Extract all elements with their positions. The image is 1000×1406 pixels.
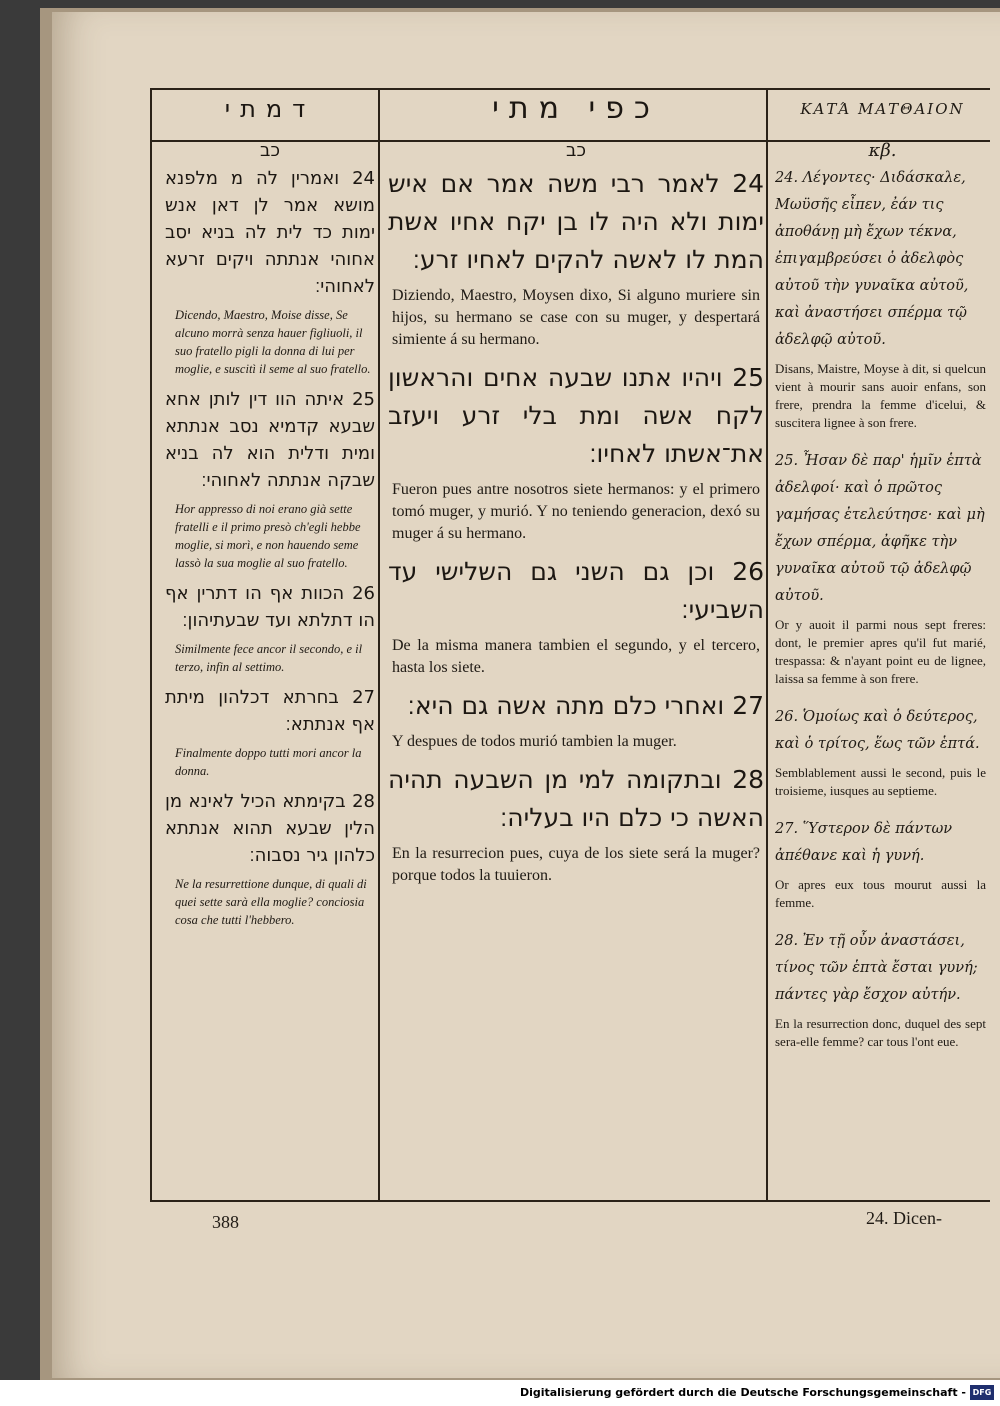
verse-block: [775, 448, 990, 688]
italian-translation: Similmente fece ancor il secondo, e il terzo, infin al settimo.: [175, 642, 363, 674]
greek-verse: 24. Λέγοντες· Διδάσκαλε, Μωϋσῆς εἶπεν, ἐάν τις ἀποθάνῃ μὴ ἔχων τέκνα, ἐπιγαμβρεύσει ὁ ἀδελφὸς αὐτοῦ τὴν γυναῖκα αὐτοῦ, καὶ ἀναστήσει σπέρμα τῷ ἀδελφῷ αὐτοῦ.: [775, 170, 969, 348]
column-aramaic-italian: [165, 86, 375, 1206]
french-translation: En la resurrection donc, duquel des sept sera-elle femme? car tous l'ont eue.: [775, 1016, 986, 1049]
verse-block: [775, 165, 990, 432]
verse-block: [388, 761, 764, 887]
verse-block: [165, 788, 375, 929]
italian-translation: Ne la resurrettione dunque, di quali di quei sette sarà ella moglie? conciosia cosa che tutti l'hebbero.: [175, 877, 367, 927]
french-translation: Disans, Maistre, Moyse à dit, si quelcun vient à mourir sans auoir enfans, son frere, prendra la femme d'icelui, & suscitera lignee à son frere.: [775, 361, 986, 430]
chapter-number: כב: [260, 140, 280, 161]
aramaic-verse: 25 איתה הוו דין לותן אחא שבעא קדמיא נסב אנתתא ומית ודלית הוא לה בניא שבקה אנתתה לאחוהי׃: [165, 389, 375, 491]
aramaic-verse: 27 בחרתא דכלהון מיתת אף אנתתא׃: [165, 687, 375, 735]
aramaic-verse: 24 ואמרין לה מ מלפנא מושא אמר לן דאן אנש ימות כד לית לה בניא יסב אחוהי אנתתה ויקים זרעא לאחוהי׃: [165, 168, 375, 297]
chapter-number: כב: [566, 140, 586, 161]
column-greek-french: [775, 86, 990, 1206]
spanish-translation: En la resurrecion pues, cuya de los siete será la muger? porque todos la tuuieron.: [392, 845, 760, 884]
spanish-translation: De la misma manera tambien el segundo, y el tercero, hasta los siete.: [392, 637, 760, 676]
hebrew-verse: 26 וכן גם השני גם השלישי עד השביעי׃: [388, 557, 764, 624]
digitization-credit: Digitalisierung gefördert durch die Deutsche Forschungsgemeinschaft -: [519, 1386, 966, 1399]
column-header-greek: ΚΑΤΆ ΜΑΤΘΑΙΟΝ: [800, 100, 965, 118]
italian-translation: Finalmente doppo tutti mori ancor la donna.: [175, 746, 362, 778]
hebrew-verse: 28 ובתקומה למי מן השבעה תהיה האשה כי כלם היו בעליה׃: [388, 765, 764, 832]
french-translation: Or y auoit il parmi nous sept freres: dont, le premier apres qu'il fut marié, trespassa: & n'ayant point eu de lignee, laissa sa femme à son frere.: [775, 617, 986, 686]
verse-block: [165, 684, 375, 780]
verse-block: [165, 580, 375, 676]
column-rule-1: [378, 88, 380, 1202]
dfg-logo: DFG: [970, 1385, 994, 1400]
french-translation: Or apres eux tous mourut aussi la femme.: [775, 877, 986, 910]
verse-block: [388, 687, 764, 753]
verse-block: [388, 165, 764, 351]
column-hebrew-spanish: [388, 86, 764, 1206]
italian-translation: Hor appresso di noi erano già sette fratelli e il primo presò ch'egli hebbe moglie, si morì, e non hauendo seme lassò la sua moglie al suo fratello.: [175, 502, 361, 570]
greek-verse: 27. Ὕστερον δὲ πάντων ἀπέθανε καὶ ἡ γυνή.: [775, 821, 953, 864]
greek-verse: 25. Ἦσαν δὲ παρ' ἡμῖν ἑπτὰ ἀδελφοί· καὶ ὁ πρῶτος γαμήσας ἐτελεύτησε· καὶ μὴ ἔχων σπέρμα, ἀφῆκε τὴν γυναῖκα αὐτοῦ τῷ ἀδελφῷ αὐτοῦ.: [775, 453, 985, 604]
page-number: 388: [212, 1212, 239, 1232]
column-rule-left: [150, 88, 152, 1202]
catchword: 24. Dicen-: [866, 1208, 942, 1228]
column-header-aramaic: דמתי: [224, 95, 316, 123]
hebrew-verse: 25 ויהיו אתנו שבעה אחים והראשון לקח אשה ומת בלי זרע ויעזב את־אשתו לאחיו׃: [388, 363, 764, 468]
verse-block: [388, 359, 764, 545]
verse-block: [165, 165, 375, 378]
greek-verse: 28. Ἐν τῇ οὖν ἀναστάσει, τίνος τῶν ἑπτὰ ἔσται γυνή; πάντες γὰρ ἔσχον αὐτήν.: [775, 933, 978, 1003]
verse-block: [775, 816, 990, 912]
spanish-translation: Fueron pues antre nosotros siete hermanos: y el primero tomó muger, y murió. Y no teniendo generacion, dexó su muger á su hermano.: [392, 481, 760, 542]
italian-translation: Dicendo, Maestro, Moise disse, Se alcuno morrà senza hauer figliuoli, il suo fratello pigli la donna di lui per moglie, e suscitì il seme al suo fratello.: [175, 308, 371, 376]
aramaic-verse: 28 בקימתא הכיל לאינא מן הלין שבעא תהוא אנתתא כלהון גיר נסבוה׃: [165, 791, 375, 866]
column-header-hebrew: כפי מתי: [492, 91, 660, 126]
hebrew-verse: 24 לאמר רבי משה אמר אם איש ימות ולא היה לו בן יקח אחיו אשת המת לו לאשה להקים לאחיו זרע׃: [388, 169, 764, 274]
verse-block: [775, 704, 990, 800]
column-rule-2: [766, 88, 768, 1202]
french-translation: Semblablement aussi le second, puis le troisieme, iusques au septieme.: [775, 765, 986, 798]
verse-block: [775, 928, 990, 1051]
chapter-number: κβ.: [868, 140, 897, 161]
spanish-translation: Diziendo, Maestro, Moysen dixo, Si alguno muriere sin hijos, su hermano se case con su muger, y despertará simiente á su hermano.: [392, 287, 760, 348]
spanish-translation: Y despues de todos murió tambien la muger.: [392, 733, 677, 750]
aramaic-verse: 26 הכוות אף הו דתרין אף הו דתלתא ועד שבעתיהון׃: [165, 583, 375, 631]
hebrew-verse: 27 ואחרי כלם מתה אשה גם היא׃: [407, 691, 764, 720]
greek-verse: 26. Ὁμοίως καὶ ὁ δεύτερος, καὶ ὁ τρίτος, ἕως τῶν ἑπτά.: [775, 709, 980, 752]
verse-block: [165, 386, 375, 572]
verse-block: [388, 553, 764, 679]
